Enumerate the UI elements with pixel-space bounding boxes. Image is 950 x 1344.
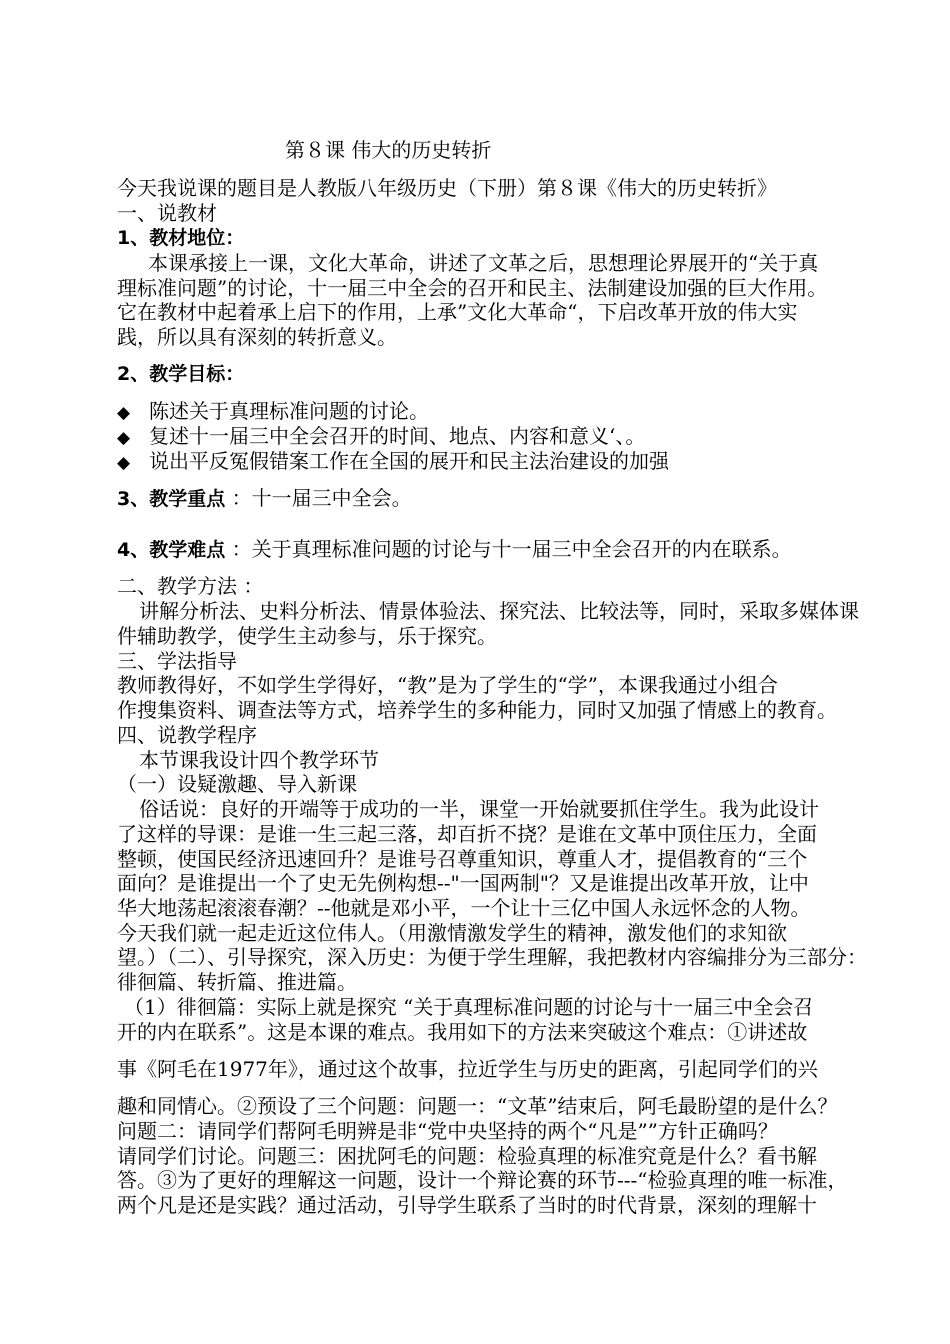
- objective-bullet-3: [117, 449, 917, 476]
- item4-text: ：关于真理标准问题的讨论与十一届三中全会召开的内在联系。: [231, 537, 792, 561]
- section4-intro: 本节课我设计四个教学环节: [139, 748, 379, 772]
- section4-heading: 四、说教学程序: [117, 723, 257, 747]
- section2-heading: 二、教学方法 ：: [117, 574, 264, 598]
- item3-heading: 3、教学重点: [117, 488, 226, 510]
- section2-line-2: 件辅助教学，使学生主动参与，乐于探究。: [117, 624, 497, 648]
- diamond-bullet-icon: ◆: [117, 428, 131, 448]
- page-title: 第８课 伟大的历史转折: [285, 138, 492, 162]
- part2-line-8: 两个凡是还是实践？通过活动，引导学生联系了当时的时代背景，深刻的理解十: [117, 1193, 817, 1217]
- part1-line-6: 今天我们就一起走近这位伟人。（用激情激发学生的精神，激发他们的求知欲: [117, 921, 787, 945]
- part2-line-4: 趣和同情心。②预设了三个问题：问题一：“文革”结束后，阿毛最盼望的是什么？: [117, 1094, 838, 1118]
- section3-line-1: 教师教得好，不如学生学得好，“教”是为了学生的“学”，本课我通过小组合: [117, 673, 778, 697]
- objective-text: 复述十一届三中全会召开的时间、地点、内容和意义‘、。: [149, 424, 646, 448]
- diamond-bullet-icon: ◆: [117, 403, 131, 423]
- item1-line-1: 本课承接上一课，文化大革命，讲述了文革之后，思想理论界展开的“关于真: [148, 251, 819, 275]
- section1-heading: 一、说教材: [117, 201, 217, 225]
- part2-line-7: 答。③为了更好的理解这一问题，设计一个辩论赛的环节---“检验真理的唯一标准，: [117, 1168, 848, 1192]
- item3-text: ：十一届三中全会。: [231, 486, 412, 510]
- section2-line-1: 讲解分析法、史料分析法、情景体验法、探究法、比较法等，同时，采取多媒体课: [139, 599, 859, 623]
- item4-line: [117, 537, 917, 563]
- objective-text: 说出平反冤假错案工作在全国的展开和民主法治建设的加强: [149, 449, 669, 473]
- part1-line-3: 整顿，使国民经济迅速回升？是谁号召尊重知识，尊重人才，提倡教育的“三个: [117, 847, 808, 871]
- item1-heading: 1、教材地位：: [117, 227, 245, 249]
- item1-line-4: 践，所以具有深刻的转折意义。: [117, 325, 397, 349]
- part2-line-2: 开的内在联系”。这是本课的难点。我用如下的方法来突破这个难点：①讲述故: [117, 1020, 808, 1044]
- intro-line: 今天我说课的题目是人教版八年级历史（下册）第８课《伟大的历史转折》: [117, 176, 777, 200]
- item3-line: [117, 486, 917, 512]
- part1-line-7: 望。）（二）、引导探究，深入历史：为便于学生理解，我把教材内容编排分为三部分：: [117, 945, 867, 969]
- part1-line-2: 了这样的导课：是谁一生三起三落，却百折不挠？是谁在文革中顶住压力，全面: [117, 822, 817, 846]
- objective-bullet-1: [117, 399, 917, 426]
- part2-line-3: 事《阿毛在1977年》，通过这个故事，拉近学生与历史的距离，引起同学们的兴: [117, 1057, 818, 1081]
- item1-line-3: 它在教材中起着承上启下的作用，上承”文化大革命“，下启改革开放的伟大实: [117, 300, 798, 324]
- part2-line-5: 问题二：请同学们帮阿毛明辨是非“党中央坚持的两个“凡是””方针正确吗？: [117, 1119, 778, 1143]
- part1-line-4: 面向？是谁提出一个了史无先例构想--"一国两制"？又是谁提出改革开放，让中: [117, 871, 809, 895]
- part1-line-5: 华大地荡起滚滚春潮？--他就是邓小平，一个让十三亿中国人永远怀念的人物。: [117, 896, 811, 920]
- item2-heading: 2、教学目标：: [117, 363, 245, 385]
- item4-heading: 4、教学难点: [117, 539, 226, 561]
- part1-heading: （一）设疑激趣、导入新课: [117, 772, 357, 796]
- part1-line-1: 俗话说：良好的开端等于成功的一半，课堂一开始就要抓住学生。我为此设计: [139, 797, 819, 821]
- item1-line-2: 理标准问题”的讨论，十一届三中全会的召开和民主、法制建设加强的巨大作用。: [117, 276, 828, 300]
- section3-line-2: 作搜集资料、调查法等方式，培养学生的多种能力，同时又加强了情感上的教育。: [117, 698, 837, 722]
- part2-line-6: 请同学们讨论。问题三：困扰阿毛的问题：检验真理的标准究竟是什么？看书解: [117, 1144, 817, 1168]
- section3-heading: 三、学法指导: [117, 649, 237, 673]
- diamond-bullet-icon: ◆: [117, 453, 131, 473]
- objective-text: 陈述关于真理标准问题的讨论。: [149, 399, 429, 423]
- part1-line-8: 徘徊篇、转折篇、推进篇。: [117, 970, 357, 994]
- objective-bullet-2: [117, 424, 917, 451]
- part2-line-1: （1）徘徊篇：实际上就是探究 “关于真理标准问题的讨论与十一届三中全会召: [124, 995, 814, 1019]
